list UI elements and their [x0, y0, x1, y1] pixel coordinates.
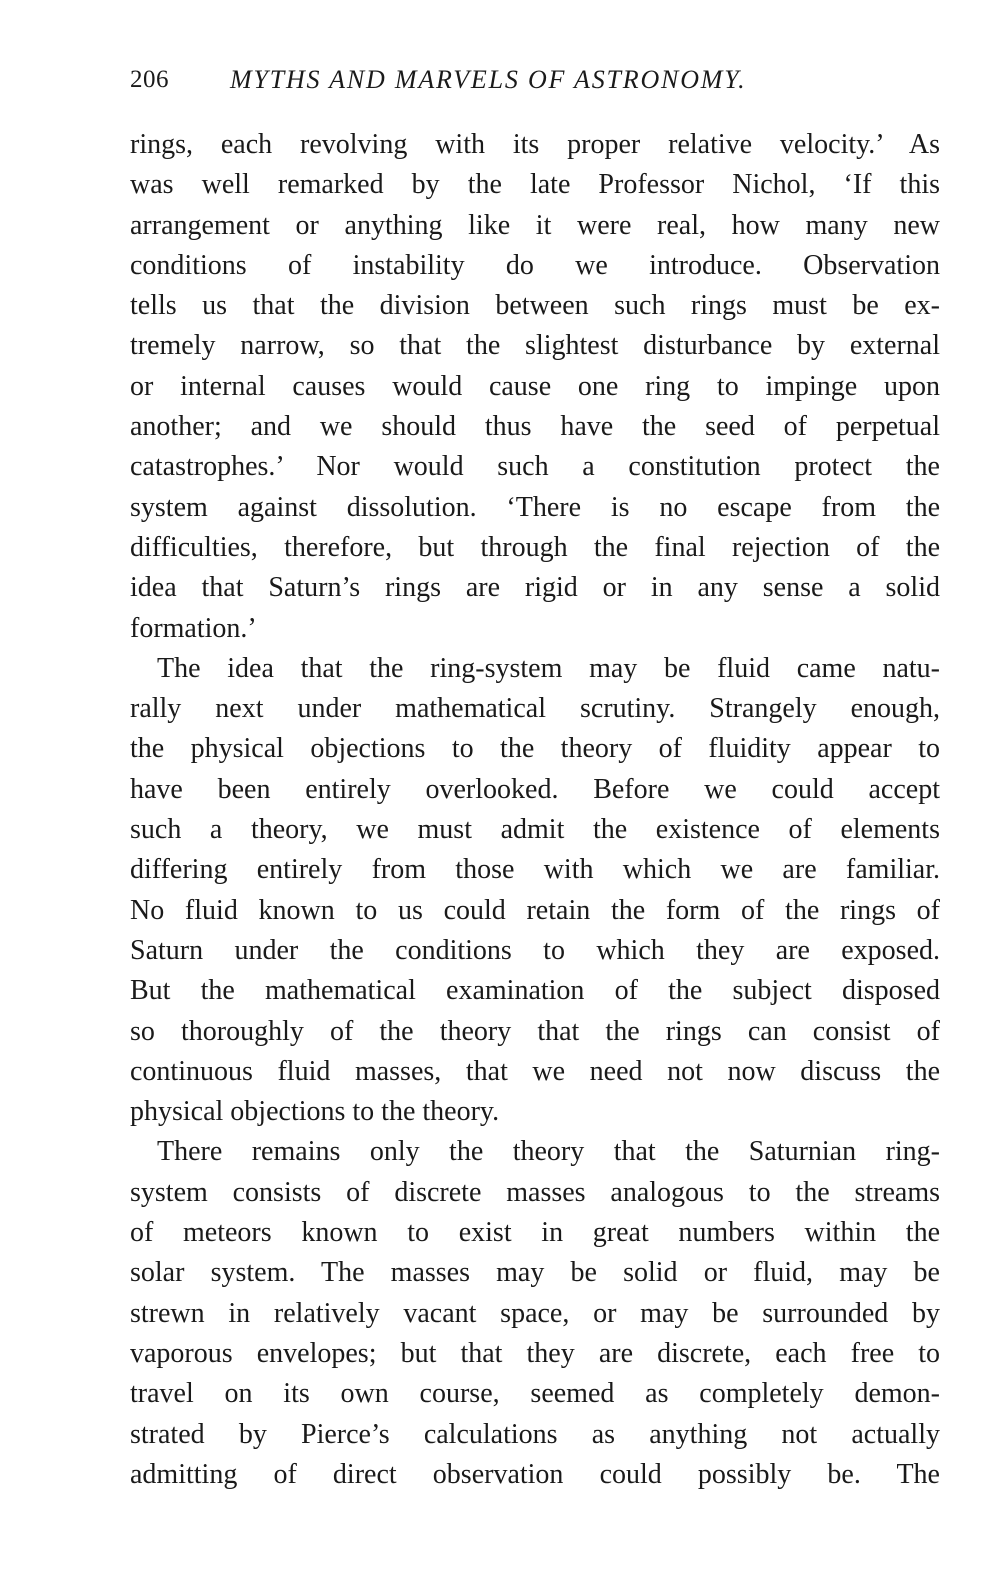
text-line: travel on its own course, seemed as completely demon- — [130, 1378, 940, 1410]
paragraph — [130, 125, 940, 649]
text-line: vaporous envelopes; but that they are discrete, each free to — [130, 1337, 940, 1369]
text-line: system consists of discrete masses analogous to the streams — [130, 1176, 940, 1208]
text-line: The idea that the ring-system may be fluid came natu- — [157, 652, 940, 684]
text-line: physical objections to the theory. — [130, 1096, 500, 1128]
text-line: arrangement or anything like it were real, how many new — [130, 209, 940, 241]
text-line: another; and we should thus have the seed of perpetual — [130, 411, 940, 443]
text-line: No fluid known to us could retain the form of the rings of — [130, 894, 940, 926]
text-line: the physical objections to the theory of fluidity appear to — [130, 733, 940, 765]
text-line: continuous fluid masses, that we need not now discuss the — [130, 1055, 940, 1087]
text-line: conditions of instability do we introduce. Observation — [130, 249, 940, 281]
text-line: Saturn under the conditions to which they are exposed. — [130, 934, 940, 966]
text-line: difficulties, therefore, but through the final rejection of the — [130, 531, 940, 563]
text-line: strewn in relatively vacant space, or may be surrounded by — [130, 1297, 940, 1329]
text-line: solar system. The masses may be solid or fluid, may be — [130, 1257, 940, 1289]
text-line: rally next under mathematical scrutiny. Strangely enough, — [130, 693, 940, 725]
text-line: formation.’ — [130, 612, 257, 644]
text-line: admitting of direct observation could possibly be. The — [130, 1458, 940, 1490]
body-text — [130, 125, 940, 1495]
running-head — [130, 60, 850, 100]
paragraph — [130, 1132, 940, 1495]
text-line: There remains only the theory that the Saturnian ring- — [157, 1136, 940, 1168]
text-line: rings, each revolving with its proper relative velocity.’ As — [130, 129, 940, 160]
text-line: so thoroughly of the theory that the rings can consist of — [130, 1015, 940, 1047]
text-line: catastrophes.’ Nor would such a constitution protect the — [130, 451, 940, 483]
text-line: differing entirely from those with which we are familiar. — [130, 854, 940, 886]
text-line: have been entirely overlooked. Before we could accept — [130, 773, 940, 805]
text-line: of meteors known to exist in great numbers within the — [130, 1217, 940, 1249]
text-line: But the mathematical examination of the subject disposed — [130, 975, 940, 1007]
text-line: or internal causes would cause one ring to impinge upon — [130, 370, 940, 402]
running-title: MYTHS AND MARVELS OF ASTRONOMY. — [230, 65, 747, 94]
text-line: such a theory, we must admit the existence of elements — [130, 814, 940, 846]
text-line: idea that Saturn’s rings are rigid or in any sense a solid — [130, 572, 940, 604]
text-line: tells us that the division between such rings must be ex- — [130, 290, 940, 322]
paragraph — [130, 649, 940, 1133]
text-line: was well remarked by the late Professor Nichol, ‘If this — [130, 169, 940, 201]
text-line: strated by Pierce’s calculations as anything not actually — [130, 1418, 940, 1450]
page-number: 206 — [130, 66, 169, 93]
text-line: tremely narrow, so that the slightest disturbance by external — [130, 330, 940, 362]
text-line: system against dissolution. ‘There is no escape from the — [130, 491, 940, 523]
